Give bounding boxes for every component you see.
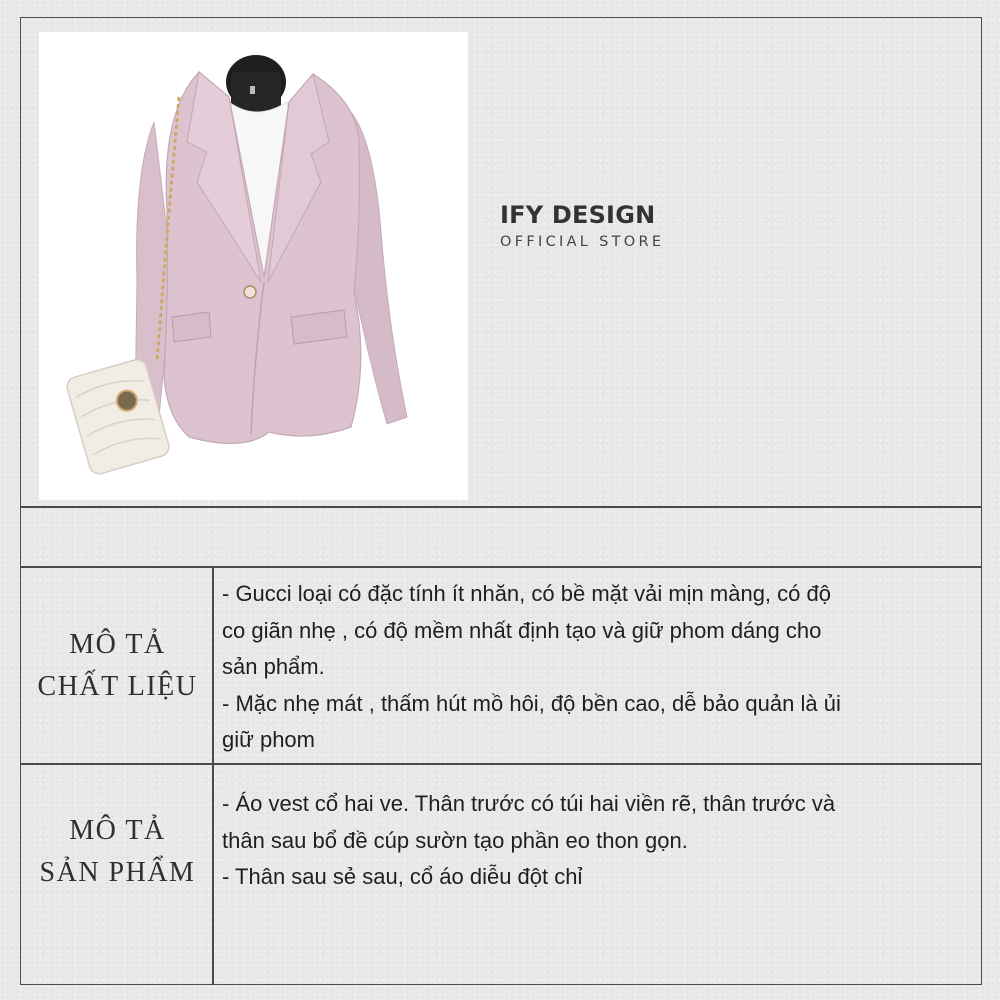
product-label-line-1: MÔ TẢ: [69, 815, 166, 846]
brand-block: [500, 200, 664, 251]
blazer-photo-icon: [39, 32, 468, 500]
material-text-line: giữ phom: [222, 727, 315, 752]
material-label-line-1: MÔ TẢ: [69, 629, 166, 660]
divider-top: [20, 506, 982, 508]
divider-table-top: [20, 566, 982, 568]
material-label: [22, 624, 213, 708]
product-description: [222, 786, 982, 896]
material-text-line: - Gucci loại có đặc tính ít nhăn, có bề mặt vải mịn màng, có độ: [222, 581, 831, 606]
material-label-line-2: CHẤT LIỆU: [37, 671, 198, 702]
material-text-line: sản phẩm.: [222, 654, 325, 679]
material-text-line: - Mặc nhẹ mát , thấm hút mồ hôi, độ bền cao, dễ bảo quản là ủi: [222, 690, 841, 716]
product-label: [22, 810, 213, 894]
material-text-line: co giãn nhẹ , có độ mềm nhất định tạo và giữ phom dáng cho: [222, 617, 822, 643]
product-label-line-2: SẢN PHẨM: [39, 857, 196, 888]
product-photo: [39, 32, 468, 500]
product-text-line: - Thân sau sẻ sau, cổ áo diễu đột chỉ: [222, 864, 583, 889]
material-description: [222, 576, 982, 759]
divider-row: [20, 763, 982, 765]
product-text-line: thân sau bổ đề cúp sườn tạo phần eo thon gọn.: [222, 827, 688, 853]
brand-name: IFY DESIGN: [500, 201, 656, 229]
brand-tagline: OFFICIAL STORE: [500, 234, 665, 250]
product-text-line: - Áo vest cổ hai ve. Thân trước có túi hai viền rẽ, thân trước và: [222, 791, 836, 816]
